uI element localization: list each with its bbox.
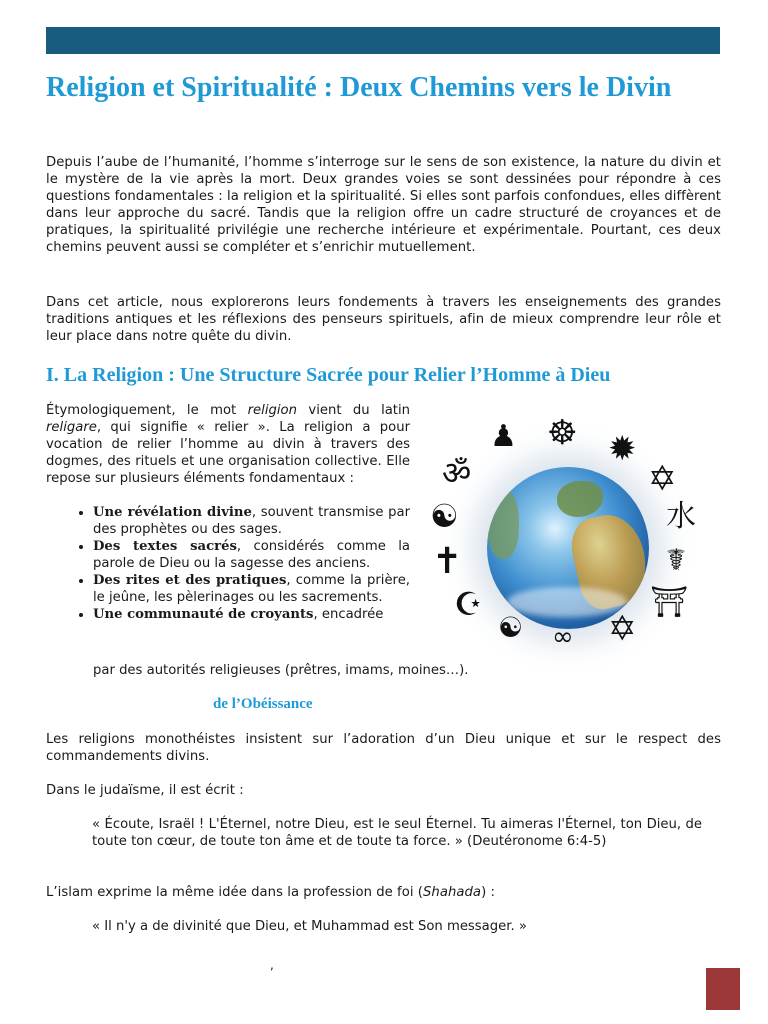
list-item-continuation: par des autorités religieuses (prêtres, imams, moines…).	[93, 663, 469, 678]
section-left-column	[46, 402, 410, 623]
list-item: • Des rites et des pratiques, comme la prière, le jeûne, les pèlerinages ou les sacrements.	[93, 572, 410, 606]
buddha-icon: ♟	[490, 419, 517, 454]
subsection-heading: de l’Obéissance	[213, 696, 313, 712]
etymology-paragraph: Étymologiquement, le mot religion vient du latin religare, qui signifie « relier ». La religion a pour vocation de relier l’homme au divin à travers des dogmes, des rituels et une organisation collective. Elle repose sur plusieurs éléments fondamentaux :	[46, 403, 411, 486]
dharma-wheel-icon: ☸	[547, 413, 578, 453]
globe-icon	[487, 467, 649, 629]
article-title: Religion et Spiritualité : Deux Chemins vers le Divin	[46, 72, 672, 103]
star-9-icon: ✹	[608, 429, 637, 469]
crescent-star-icon: ☪	[454, 585, 483, 623]
star-of-david-icon: ✡	[648, 459, 677, 499]
intro-paragraph-1: Depuis l’aube de l’humanité, l’homme s’interroge sur le sens de son existence, la nature du divin et le mystère de la vie après la mort. Deux grandes voies se sont dessinées pour répondre à ces questions fondamentales : la religion et la spiritualité. Si elles sont parfois confondues, elles diffèrent dans leur approche du sacré. Tandis que la religion offre un cadre structuré de croyances et de pratiques, la spiritualité privilégie une recherche intérieure et expérimentale. Pourtant, ces deux chemins peuvent aussi se compléter et s’enrichir mutuellement.	[46, 155, 721, 255]
header-bar	[46, 27, 720, 54]
elements-list	[46, 504, 410, 623]
section-heading: I. La Religion : Une Structure Sacrée pour Relier l’Homme à Dieu	[46, 364, 611, 386]
intro-paragraph-2: Dans cet article, nous explorerons leurs fondements à travers les enseignements des grandes traditions antiques et les réflexions des penseurs spirituels, afin de mieux comprendre leur rôle et leur place dans notre quête du divin.	[46, 295, 721, 344]
star-of-david-icon: ✡	[608, 609, 637, 649]
list-item: • Une révélation divine, souvent transmise par des prophètes ou des sages.	[93, 504, 410, 538]
kanji-water-icon: 水	[666, 499, 696, 534]
shahada-quote: « Il n'y a de divinité que Dieu, et Muhammad est Son messager. »	[92, 919, 527, 934]
religious-symbols-globe-image	[422, 402, 740, 660]
menorah-icon: ☤	[666, 543, 687, 578]
islam-paragraph: L’islam exprime la même idée dans la profession de foi (Shahada) :	[46, 885, 496, 900]
list-item: • Des textes sacrés, considérés comme la parole de Dieu ou la sagesse des anciens.	[93, 538, 410, 572]
khanda-icon: ☯	[498, 611, 524, 644]
monotheism-paragraph: Les religions monothéistes insistent sur l’adoration d’un Dieu unique et sur le respect des commandements divins.	[46, 732, 721, 764]
om-icon: ॐ	[442, 454, 472, 492]
cross-icon: ✝	[432, 541, 463, 582]
yin-yang-icon: ☯	[430, 497, 459, 535]
stray-mark: ,	[270, 958, 274, 972]
deuteronomy-quote: « Écoute, Israël ! L'Éternel, notre Dieu, est le seul Éternel. Tu aimeras l'Éternel, ton Dieu, de toute ton cœur, de toute ton âme et de toute ta force. » (Deutéronome 6:4-5)	[92, 817, 702, 849]
judaism-paragraph: Dans le judaïsme, il est écrit :	[46, 783, 244, 798]
ichthys-icon: ∞	[552, 622, 574, 652]
torii-icon: ⛩	[650, 585, 689, 620]
page-corner-square	[706, 968, 740, 1010]
list-item: • Une communauté de croyants, encadrée	[93, 606, 410, 623]
